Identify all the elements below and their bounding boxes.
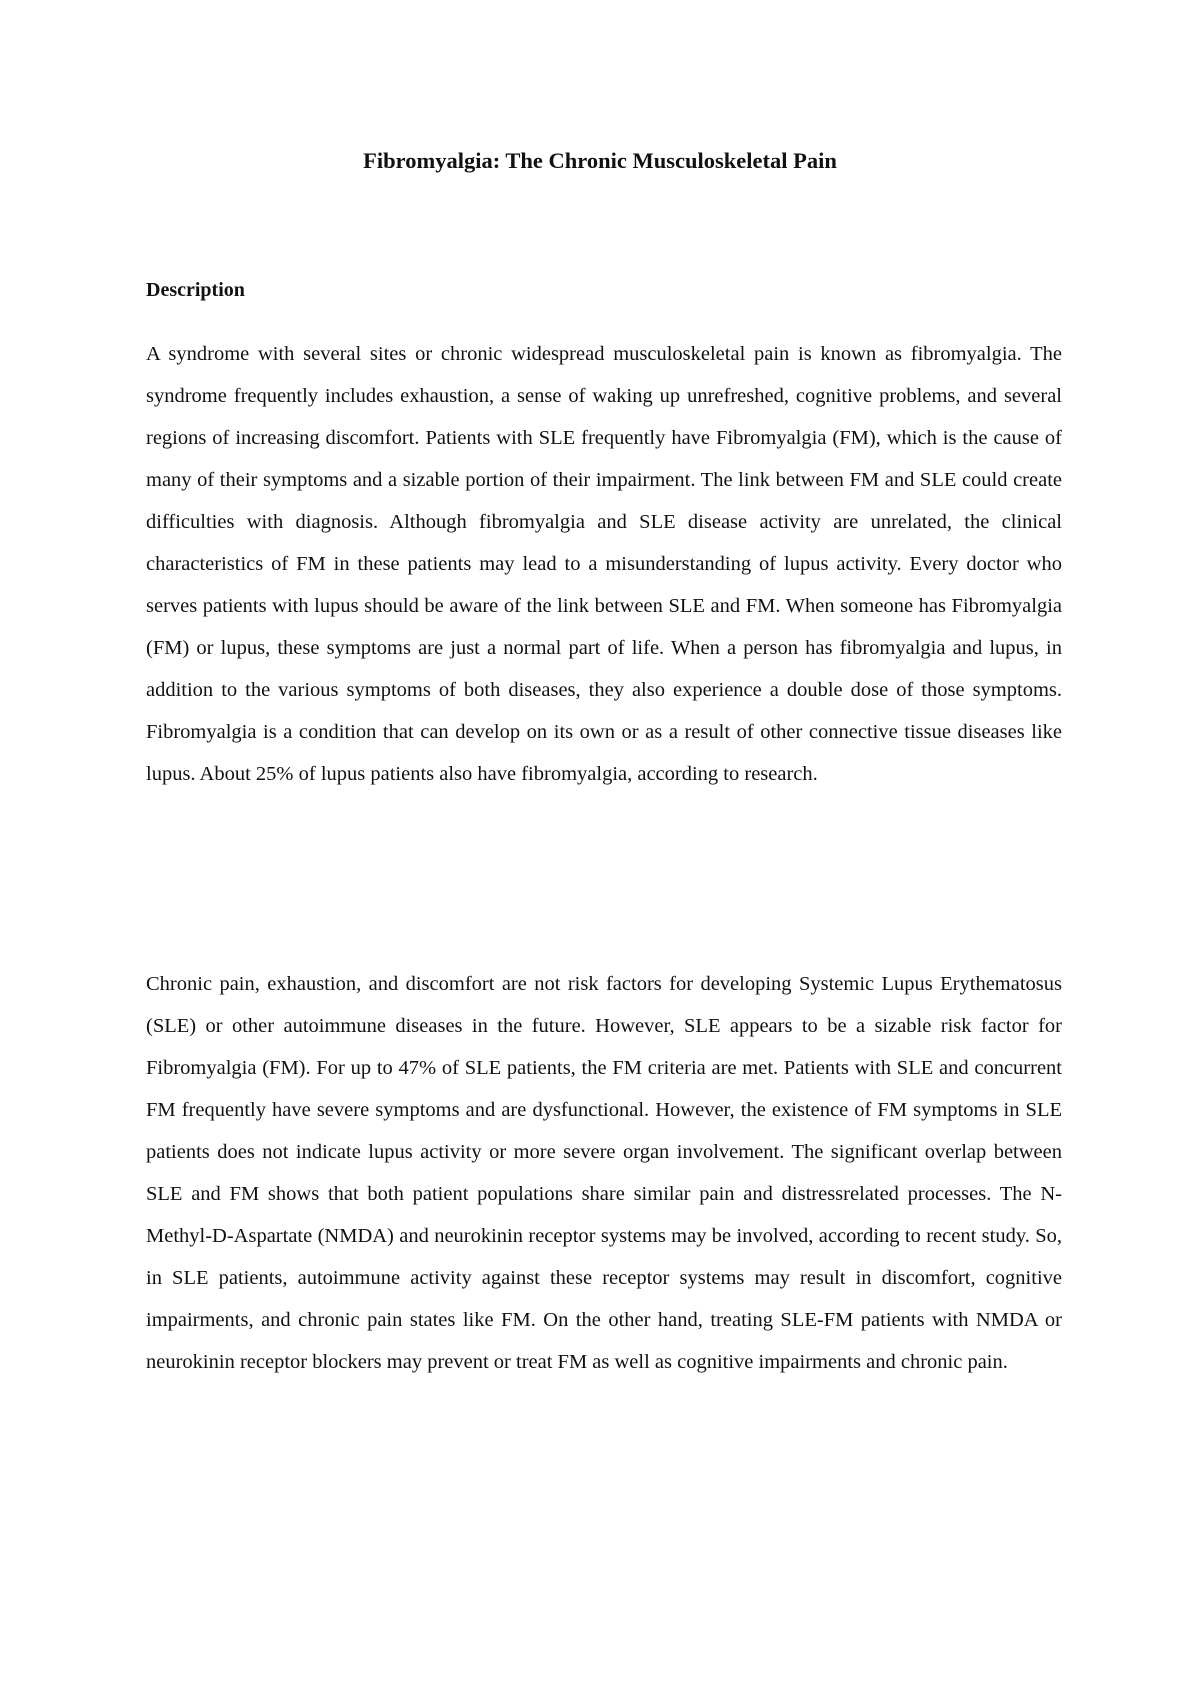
body-paragraph: A syndrome with several sites or chronic widespread musculoskeletal pain is known as fibromyalgia. The syndrome frequently includes exhaustion, a sense of waking up unrefreshed, cognitive problems, and several regions of increasing discomfort. Patients with SLE frequently have Fibromyalgia (FM), which is the cause of many of their symptoms and a sizable portion of their impairment. The link between FM and SLE could create difficulties with diagnosis. Although fibromyalgia and SLE disease activity are unrelated, the clinical characteristics of FM in these patients may lead to a misunderstanding of lupus activity. Every doctor who serves patients with lupus should be aware of the link between SLE and FM. When someone has Fibromyalgia (FM) or lupus, these symptoms are just a normal part of life. When a person has fibromyalgia and lupus, in addition to the various symptoms of both diseases, they also experience a double dose of those symptoms. Fibromyalgia is a condition that can develop on its own or as a result of other connective tissue diseases like lupus. About 25% of lupus patients also have fibromyalgia, according to research. bbox=[146, 343, 1062, 785]
document-title: Fibromyalgia: The Chronic Musculoskeletal Pain bbox=[363, 148, 837, 173]
body-paragraph: Chronic pain, exhaustion, and discomfort are not risk factors for developing Systemic Lupus Erythematosus (SLE) or other autoimmune diseases in the future. However, SLE appears to be a sizable risk factor for Fibromyalgia (FM). For up to 47% of SLE patients, the FM criteria are met. Patients with SLE and concurrent FM frequently have severe symptoms and are dysfunctional. However, the existence of FM symptoms in SLE patients does not indicate lupus activity or more severe organ involvement. The significant overlap between SLE and FM shows that both patient populations share similar pain and distressrelated processes. The N-Methyl-D-Aspartate (NMDA) and neurokinin receptor systems may be involved, according to recent study. So, in SLE patients, autoimmune activity against these receptor systems may result in discomfort, cognitive impairments, and chronic pain states like FM. On the other hand, treating SLE-FM patients with NMDA or neurokinin receptor blockers may prevent or treat FM as well as cognitive impairments and chronic pain. bbox=[146, 973, 1062, 1373]
section-heading-description: Description bbox=[146, 279, 245, 301]
